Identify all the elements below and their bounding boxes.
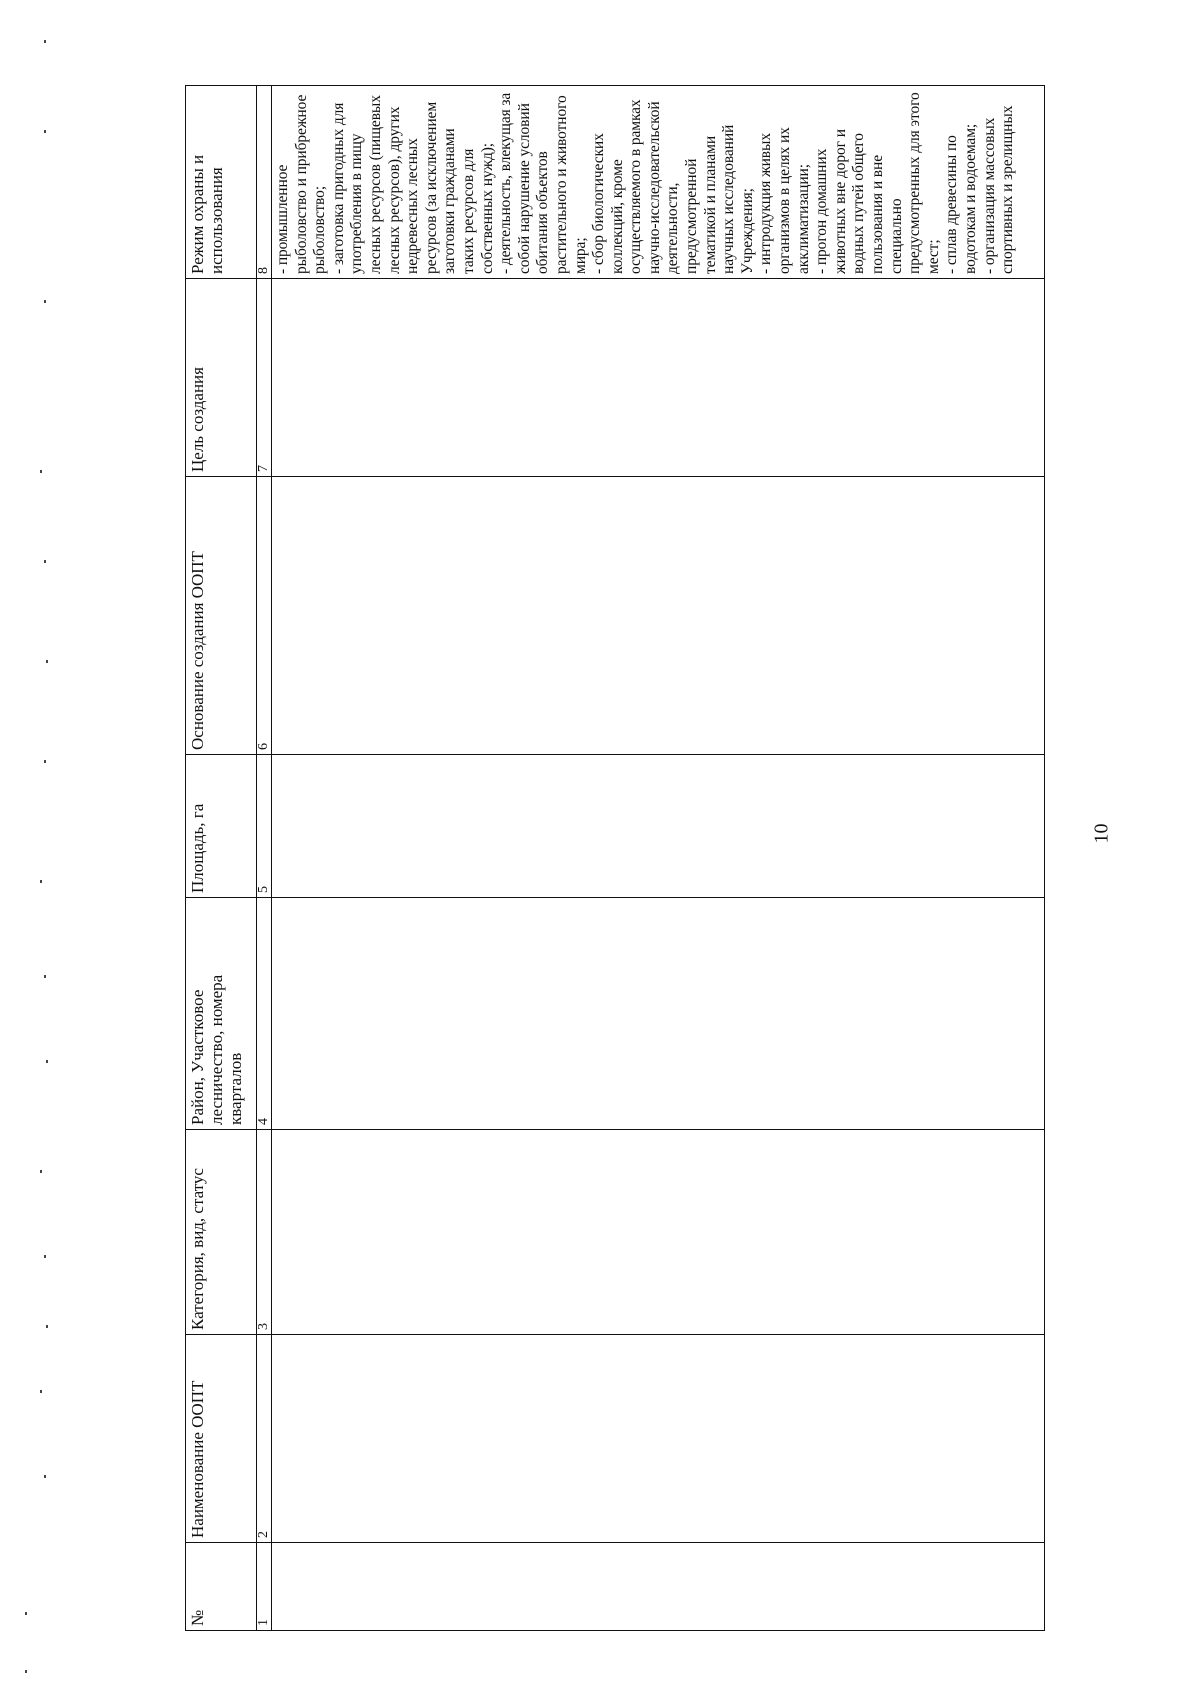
oopt-table-rotated [185, 86, 1045, 1631]
header-purpose: Цель создания [186, 279, 257, 477]
column-number-row [257, 86, 272, 1631]
column-number: 4 [257, 898, 272, 1130]
cell-regime [272, 86, 1045, 279]
header-row [186, 86, 257, 1631]
header-name: Наименование ООПТ [186, 1335, 257, 1543]
header-regime: Режим охраны и использования [186, 86, 257, 279]
cell-number [272, 1543, 1045, 1631]
header-category: Категория, вид, статус [186, 1130, 257, 1335]
header-district: Район, Участковое лесничество, номера кварталов [186, 898, 257, 1130]
column-number: 3 [257, 1130, 272, 1335]
regime-item: - сплав древесины по водотокам и водоемам; [943, 123, 979, 274]
regime-item: - организация массовых спортивных и зрелищных [980, 105, 1017, 274]
cell-purpose [272, 279, 1045, 477]
header-number: № [186, 1543, 257, 1631]
regime-item: - заготовка пригодных для употребления в пищу лесных ресурсов (пищевых лесных ресурсов), других недревесных лесных ресурсов (за исключением заготовки гражданами таких ресурсов для собственных нужд); [329, 95, 496, 274]
cell-category [272, 1130, 1045, 1335]
cell-basis [272, 477, 1045, 755]
column-number: 7 [257, 279, 272, 477]
regime-item: - прогон домашних животных вне дорог и водных путей общего пользования и вне специально предусмотренных для этого мест; [813, 92, 942, 274]
page-number: 10 [1090, 823, 1113, 844]
column-number: 6 [257, 477, 272, 755]
header-area: Площадь, га [186, 755, 257, 898]
column-number: 5 [257, 755, 272, 898]
column-number: 8 [257, 86, 272, 279]
cell-area [272, 755, 1045, 898]
regime-item: - интродукция живых организмов в целях их акклиматизации; [757, 127, 812, 274]
column-number: 1 [257, 1543, 272, 1631]
oopt-table-wrapper [185, 86, 1200, 1626]
regime-item: - деятельность, влекущая за собой нарушение условий обитания объектов растительного и животного мира; [497, 92, 589, 274]
cell-district [272, 898, 1045, 1130]
cell-name [272, 1335, 1045, 1543]
regime-item: - сбор биологических коллекций, кроме осуществляемого в рамках научно-исследовательской деятельности, предусмотренной тематикой и планами научных исследований Учреждения; [590, 99, 756, 274]
table-row [272, 86, 1045, 1631]
oopt-table [185, 85, 1045, 1631]
column-number: 2 [257, 1335, 272, 1543]
header-basis: Основание создания ООПТ [186, 477, 257, 755]
regime-item: - промышленное рыболовство и прибрежное рыболовство; [274, 94, 329, 274]
